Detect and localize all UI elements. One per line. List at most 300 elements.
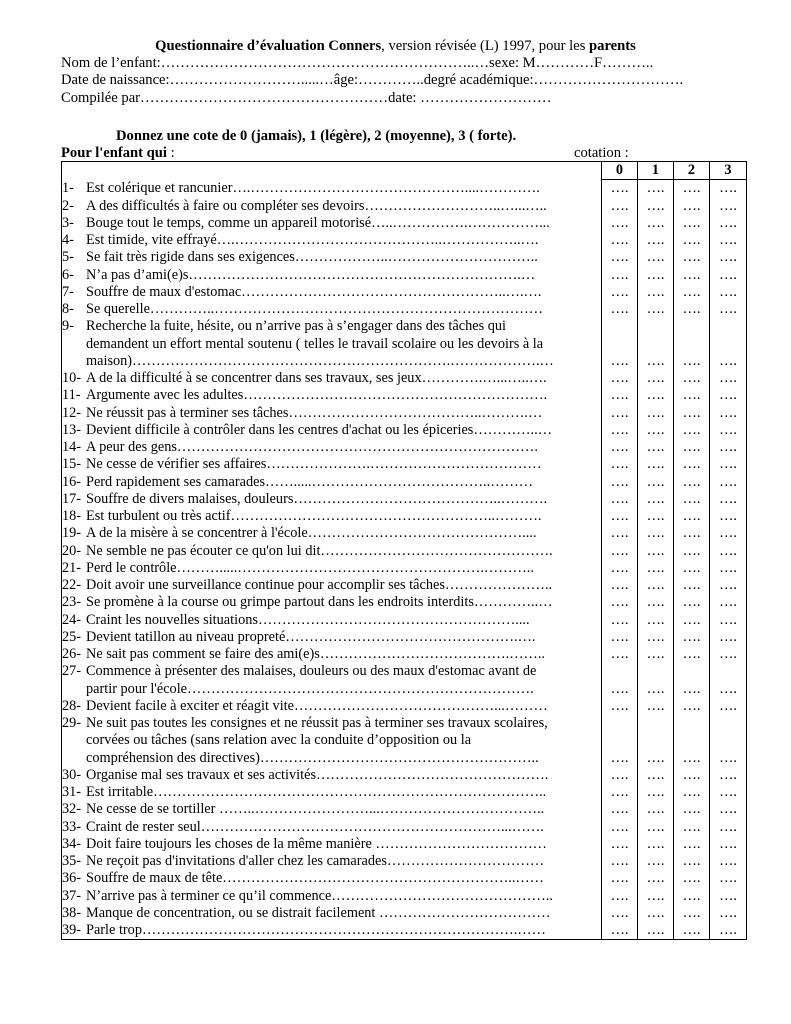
item-content (62, 387, 601, 404)
item-content (62, 888, 601, 905)
score-cell-3[interactable]: …. (710, 284, 747, 301)
score-cell-3[interactable]: …. (710, 267, 747, 284)
item-text (86, 318, 601, 370)
score-cell-2[interactable]: …. (674, 870, 710, 887)
score-cell-3[interactable]: …. (710, 180, 747, 198)
item-text-line: partir pour l'école………………………………………………………………. (86, 680, 534, 697)
table-row (62, 284, 747, 301)
score-cell-2[interactable]: …. (674, 905, 710, 922)
item-cell (62, 629, 602, 646)
score-cell-2[interactable]: …. (674, 612, 710, 629)
score-cell-1[interactable]: …. (638, 560, 674, 577)
item-content (62, 439, 601, 456)
score-cell-2[interactable]: …. (674, 198, 710, 215)
score-cell-0[interactable]: …. (602, 836, 638, 853)
score-cell-2[interactable]: …. (674, 560, 710, 577)
score-cell-2[interactable]: …. (674, 767, 710, 784)
score-cell-2[interactable]: …. (674, 284, 710, 301)
score-cell-0[interactable]: …. (602, 594, 638, 611)
score-cell-1[interactable]: …. (638, 387, 674, 404)
score-cell-3[interactable]: …. (710, 301, 747, 318)
score-cell-1[interactable]: …. (638, 543, 674, 560)
item-cell (62, 594, 602, 611)
item-text (86, 663, 601, 698)
score-cell-3[interactable]: …. (710, 888, 747, 905)
item-content (62, 819, 601, 836)
score-cell-0[interactable]: …. (602, 888, 638, 905)
score-cell-3[interactable]: …. (710, 612, 747, 629)
score-cell-1[interactable]: …. (638, 405, 674, 422)
score-cell-3[interactable]: …. (710, 646, 747, 663)
score-cell-2[interactable]: …. (674, 577, 710, 594)
item-number: 38- (62, 904, 82, 921)
score-cell-3[interactable]: …. (710, 387, 747, 404)
item-cell (62, 543, 602, 560)
score-cell-2[interactable]: …. (674, 801, 710, 818)
score-cell-2[interactable]: …. (674, 456, 710, 473)
score-cell-2[interactable]: …. (674, 715, 710, 767)
item-text-line: Doit faire toujours les choses de la même manière ……………………………… (86, 835, 547, 852)
item-text-line: Se promène à la course ou grimpe partout dans les endroits interdits…………..… (86, 594, 553, 611)
item-text (86, 180, 601, 197)
score-cell-2[interactable]: …. (674, 646, 710, 663)
score-cell-2[interactable]: …. (674, 301, 710, 318)
score-cell-1[interactable]: …. (638, 422, 674, 439)
item-text (86, 836, 601, 853)
score-cell-1[interactable]: …. (638, 715, 674, 767)
item-number: 34- (62, 835, 82, 852)
item-text-line: Ne semble ne pas écouter ce qu'on lui dit…………………………………………. (86, 542, 553, 559)
table-row (62, 819, 747, 836)
score-cell-1[interactable]: …. (638, 249, 674, 266)
score-cell-0[interactable]: …. (602, 853, 638, 870)
score-cell-1[interactable]: …. (638, 663, 674, 698)
score-cell-1[interactable]: …. (638, 318, 674, 370)
table-row (62, 508, 747, 525)
score-cell-0[interactable]: …. (602, 456, 638, 473)
table-row (62, 301, 747, 318)
score-cell-2[interactable]: …. (674, 629, 710, 646)
table-row (62, 698, 747, 715)
item-number: 2- (62, 197, 74, 214)
item-cell (62, 767, 602, 784)
item-number: 33- (62, 818, 82, 835)
score-cell-2[interactable]: …. (674, 543, 710, 560)
score-cell-1[interactable]: …. (638, 284, 674, 301)
item-text-line: demandent un effort mental soutenu ( telles le travail scolaire ou les devoirs à la (86, 335, 544, 352)
item-text-line: Se querelle…………..…………………………………………………………… (86, 301, 544, 317)
score-cell-1[interactable]: …. (638, 525, 674, 542)
item-cell (62, 474, 602, 491)
item-text-line: Manque de concentration, ou se distrait facilement ……………………………… (86, 904, 551, 921)
score-cell-3[interactable]: …. (710, 439, 747, 456)
score-cell-3[interactable]: …. (710, 698, 747, 715)
item-text (86, 612, 601, 629)
score-cell-3[interactable]: …. (710, 370, 747, 387)
score-header-3: 3 (710, 162, 747, 180)
score-cell-0[interactable]: …. (602, 698, 638, 715)
item-number: 14- (62, 439, 82, 455)
item-content (62, 474, 601, 491)
score-cell-0[interactable]: …. (602, 387, 638, 404)
item-cell (62, 232, 602, 249)
score-cell-3[interactable]: …. (710, 474, 747, 491)
score-cell-3[interactable]: …. (710, 819, 747, 836)
score-cell-0[interactable]: …. (602, 801, 638, 818)
compiled-by-date-field[interactable]: Compilée par……………………………………………date: ……………………… (61, 90, 552, 106)
item-number: 20- (62, 542, 82, 559)
score-cell-0[interactable]: …. (602, 284, 638, 301)
cotation-label: cotation : (574, 145, 629, 161)
item-text-line: Souffre de divers malaises, douleurs……………………………………..………. (86, 490, 548, 507)
item-text (86, 405, 601, 422)
item-content (62, 180, 601, 197)
item-text-line: Bouge tout le temps, comme un appareil motorisé…..…………….……………... (86, 214, 550, 231)
score-cell-3[interactable]: …. (710, 715, 747, 767)
score-cell-1[interactable]: …. (638, 888, 674, 905)
score-cell-1[interactable]: …. (638, 577, 674, 594)
item-number: 28- (62, 697, 82, 714)
table-row (62, 198, 747, 215)
item-cell (62, 560, 602, 577)
item-text-line: A des difficultés à faire ou compléter ses devoirs………………………..…...….. (86, 197, 547, 214)
item-text-line: compréhension des directives)………………………………………………….. (86, 749, 539, 766)
score-cell-1[interactable]: …. (638, 801, 674, 818)
score-cell-3[interactable]: …. (710, 543, 747, 560)
score-cell-3[interactable]: …. (710, 663, 747, 698)
item-text-line: Recherche la fuite, hésite, ou n’arrive pas à s’engager dans des tâches qui (86, 318, 506, 335)
item-content (62, 612, 601, 629)
table-row (62, 422, 747, 439)
table-row (62, 663, 747, 698)
item-cell (62, 439, 602, 456)
table-row (62, 387, 747, 404)
score-cell-1[interactable]: …. (638, 922, 674, 940)
item-number: 5- (62, 249, 74, 266)
score-cell-1[interactable]: …. (638, 474, 674, 491)
score-cell-0[interactable]: …. (602, 491, 638, 508)
score-cell-1[interactable]: …. (638, 612, 674, 629)
score-cell-3[interactable]: …. (710, 870, 747, 887)
score-cell-0[interactable]: …. (602, 629, 638, 646)
score-cell-0[interactable]: …. (602, 232, 638, 249)
item-text-line: Craint les nouvelles situations……………………………………………….... (86, 611, 530, 628)
score-cell-2[interactable]: …. (674, 405, 710, 422)
score-cell-2[interactable]: …. (674, 474, 710, 491)
item-number: 29- (62, 715, 82, 731)
item-text-line: Craint de rester seul………………………………………………………...……. (86, 818, 544, 835)
item-cell (62, 853, 602, 870)
score-cell-1[interactable]: …. (638, 198, 674, 215)
item-content (62, 853, 601, 870)
item-cell (62, 698, 602, 715)
score-cell-3[interactable]: …. (710, 784, 747, 801)
score-cell-3[interactable]: …. (710, 198, 747, 215)
score-cell-2[interactable]: …. (674, 836, 710, 853)
score-cell-0[interactable]: …. (602, 870, 638, 887)
score-cell-2[interactable]: …. (674, 698, 710, 715)
item-text (86, 543, 601, 560)
item-text-line: N’a pas d’ami(e)s…………………………………………………………….… (86, 266, 536, 283)
score-cell-0[interactable]: …. (602, 301, 638, 318)
score-cell-0[interactable]: …. (602, 508, 638, 525)
score-cell-1[interactable]: …. (638, 853, 674, 870)
score-cell-3[interactable]: …. (710, 456, 747, 473)
score-cell-1[interactable]: …. (638, 491, 674, 508)
score-cell-1[interactable]: …. (638, 439, 674, 456)
score-cell-0[interactable]: …. (602, 715, 638, 767)
score-cell-1[interactable]: …. (638, 836, 674, 853)
score-cell-2[interactable]: …. (674, 663, 710, 698)
score-cell-0[interactable]: …. (602, 612, 638, 629)
score-cell-0[interactable]: …. (602, 767, 638, 784)
score-cell-2[interactable]: …. (674, 387, 710, 404)
table-row (62, 525, 747, 542)
table-row (62, 646, 747, 663)
score-cell-3[interactable]: …. (710, 215, 747, 232)
item-text-line: Argumente avec les adultes………………………………………………………. (86, 387, 548, 404)
item-number: 19- (62, 525, 82, 542)
item-text (86, 784, 601, 801)
score-cell-2[interactable]: …. (674, 491, 710, 508)
score-cell-0[interactable]: …. (602, 525, 638, 542)
child-name-sex-field[interactable]: Nom de l’enfant:………………………………………………………..…sexe: M…………F……….. (61, 55, 654, 71)
table-row (62, 784, 747, 801)
score-cell-1[interactable]: …. (638, 267, 674, 284)
score-cell-1[interactable]: …. (638, 456, 674, 473)
title-bold-end: parents (589, 38, 636, 54)
score-cell-0[interactable]: …. (602, 819, 638, 836)
item-text-line: Devient difficile à contrôler dans les centres d'achat ou les épiceries…………..… (86, 421, 553, 438)
score-cell-3[interactable]: …. (710, 491, 747, 508)
score-cell-2[interactable]: …. (674, 370, 710, 387)
item-number: 26- (62, 646, 82, 662)
table-row (62, 594, 747, 611)
item-cell (62, 784, 602, 801)
item-text (86, 456, 601, 473)
item-header-blank (62, 162, 602, 180)
score-cell-2[interactable]: …. (674, 439, 710, 456)
score-cell-2[interactable]: …. (674, 508, 710, 525)
table-row (62, 249, 747, 266)
item-cell (62, 836, 602, 853)
item-number: 13- (62, 421, 82, 438)
score-cell-3[interactable]: …. (710, 594, 747, 611)
score-cell-3[interactable]: …. (710, 836, 747, 853)
score-cell-1[interactable]: …. (638, 301, 674, 318)
item-content (62, 594, 601, 611)
score-cell-2[interactable]: …. (674, 922, 710, 940)
table-row (62, 370, 747, 387)
table-row (62, 767, 747, 784)
score-cell-0[interactable]: …. (602, 249, 638, 266)
score-cell-0[interactable]: …. (602, 905, 638, 922)
for-child-label (61, 145, 175, 162)
score-cell-0[interactable]: …. (602, 439, 638, 456)
item-cell (62, 370, 602, 387)
item-text-line: A peur des gens…………………………………………………………………. (86, 439, 538, 455)
score-cell-1[interactable]: …. (638, 370, 674, 387)
score-cell-2[interactable]: …. (674, 180, 710, 198)
table-row (62, 267, 747, 284)
score-cell-1[interactable]: …. (638, 698, 674, 715)
item-number: 37- (62, 887, 82, 904)
item-text (86, 525, 601, 542)
item-text (86, 715, 601, 767)
item-text (86, 629, 601, 646)
item-content (62, 249, 601, 266)
score-cell-3[interactable]: …. (710, 232, 747, 249)
table-row (62, 801, 747, 818)
item-cell (62, 905, 602, 922)
score-cell-2[interactable]: …. (674, 819, 710, 836)
score-cell-3[interactable]: …. (710, 318, 747, 370)
score-cell-1[interactable]: …. (638, 767, 674, 784)
table-row (62, 560, 747, 577)
score-cell-0[interactable]: …. (602, 474, 638, 491)
score-cell-2[interactable]: …. (674, 267, 710, 284)
score-cell-2[interactable]: …. (674, 853, 710, 870)
score-cell-0[interactable]: …. (602, 180, 638, 198)
score-cell-1[interactable]: …. (638, 870, 674, 887)
score-cell-1[interactable]: …. (638, 180, 674, 198)
item-content (62, 370, 601, 387)
item-text-line: Perd le contrôle……….....…………………………………………….……….. (86, 559, 534, 576)
score-cell-0[interactable]: …. (602, 422, 638, 439)
item-text (86, 284, 601, 301)
score-cell-2[interactable]: …. (674, 784, 710, 801)
score-cell-1[interactable]: …. (638, 819, 674, 836)
item-text-line: A de la misère à se concentrer à l'école……………………………………….... (86, 525, 537, 542)
score-cell-0[interactable]: …. (602, 215, 638, 232)
score-cell-1[interactable]: …. (638, 784, 674, 801)
score-cell-3[interactable]: …. (710, 767, 747, 784)
score-cell-0[interactable]: …. (602, 577, 638, 594)
score-header-1: 1 (638, 162, 674, 180)
item-content (62, 629, 601, 646)
item-text-line: N’arrive pas à terminer ce qu’il commence……………………………………….. (86, 887, 553, 904)
score-cell-3[interactable]: …. (710, 508, 747, 525)
table-row (62, 715, 747, 767)
item-text-line: Organise mal ses travaux et ses activités…………………………………………. (86, 766, 549, 783)
score-cell-0[interactable]: …. (602, 646, 638, 663)
item-number: 30- (62, 766, 82, 783)
score-cell-0[interactable]: …. (602, 922, 638, 940)
item-text (86, 819, 601, 836)
item-cell (62, 249, 602, 266)
item-text (86, 577, 601, 594)
score-cell-3[interactable]: …. (710, 922, 747, 940)
score-cell-3[interactable]: …. (710, 405, 747, 422)
score-cell-3[interactable]: …. (710, 560, 747, 577)
title-middle: , version révisée (L) 1997, pour les (381, 38, 590, 54)
item-content (62, 456, 601, 473)
score-cell-2[interactable]: …. (674, 215, 710, 232)
score-cell-0[interactable]: …. (602, 560, 638, 577)
score-cell-3[interactable]: …. (710, 629, 747, 646)
item-text-line: Commence à présenter des malaises, douleurs ou des maux d'estomac avant de (86, 663, 537, 680)
score-cell-0[interactable]: …. (602, 543, 638, 560)
score-cell-0[interactable]: …. (602, 784, 638, 801)
item-number: 1- (62, 180, 74, 197)
item-number: 32- (62, 801, 82, 818)
item-number: 27- (62, 663, 82, 680)
table-row (62, 180, 747, 198)
item-number: 17- (62, 490, 82, 507)
item-content (62, 870, 601, 887)
item-content (62, 663, 601, 698)
score-cell-0[interactable]: …. (602, 198, 638, 215)
score-cell-1[interactable]: …. (638, 646, 674, 663)
score-cell-0[interactable]: …. (602, 267, 638, 284)
score-cell-1[interactable]: …. (638, 594, 674, 611)
item-cell (62, 267, 602, 284)
score-cell-3[interactable]: …. (710, 801, 747, 818)
birthdate-age-grade-field[interactable]: Date de naissance:……………………….....…âge:…………..degré académique:…………………………. (61, 72, 684, 88)
item-text-line: Ne suit pas toutes les consignes et ne réussit pas à terminer ses travaux scolaires, (86, 715, 548, 731)
score-cell-3[interactable]: …. (710, 422, 747, 439)
score-cell-1[interactable]: …. (638, 215, 674, 232)
score-cell-2[interactable]: …. (674, 249, 710, 266)
item-content (62, 232, 601, 249)
score-cell-2[interactable]: …. (674, 232, 710, 249)
score-cell-2[interactable]: …. (674, 594, 710, 611)
score-cell-2[interactable]: …. (674, 525, 710, 542)
score-cell-1[interactable]: …. (638, 629, 674, 646)
score-cell-0[interactable]: …. (602, 370, 638, 387)
score-cell-3[interactable]: …. (710, 853, 747, 870)
score-cell-0[interactable]: …. (602, 318, 638, 370)
score-cell-1[interactable]: …. (638, 905, 674, 922)
item-text (86, 698, 601, 715)
item-cell (62, 646, 602, 663)
score-cell-1[interactable]: …. (638, 232, 674, 249)
item-text (86, 198, 601, 215)
score-cell-3[interactable]: …. (710, 905, 747, 922)
score-cell-3[interactable]: …. (710, 249, 747, 266)
item-content (62, 422, 601, 439)
item-cell (62, 612, 602, 629)
item-cell (62, 422, 602, 439)
item-content (62, 922, 601, 939)
item-cell (62, 318, 602, 370)
item-text (86, 508, 601, 525)
item-number: 39- (62, 922, 82, 938)
for-child-colon: : (166, 145, 175, 161)
table-row (62, 853, 747, 870)
item-cell (62, 491, 602, 508)
score-cell-0[interactable]: …. (602, 405, 638, 422)
score-cell-3[interactable]: …. (710, 577, 747, 594)
item-number: 6- (62, 266, 74, 283)
score-cell-2[interactable]: …. (674, 888, 710, 905)
score-cell-1[interactable]: …. (638, 508, 674, 525)
score-cell-3[interactable]: …. (710, 525, 747, 542)
item-cell (62, 508, 602, 525)
item-cell (62, 577, 602, 594)
score-cell-2[interactable]: …. (674, 318, 710, 370)
table-row (62, 870, 747, 887)
rating-instructions: Donnez une cote de 0 (jamais), 1 (légère), 2 (moyenne), 3 ( forte). (116, 128, 517, 144)
item-text-line: maison)………………………………………………………….……………….… (86, 352, 554, 369)
item-text (86, 232, 601, 249)
item-number: 15- (62, 456, 82, 473)
item-text-line: Doit avoir une surveillance continue pour accomplir ses tâches………………….. (86, 577, 553, 593)
item-text (86, 646, 601, 663)
score-cell-0[interactable]: …. (602, 663, 638, 698)
score-cell-2[interactable]: …. (674, 422, 710, 439)
item-cell (62, 405, 602, 422)
